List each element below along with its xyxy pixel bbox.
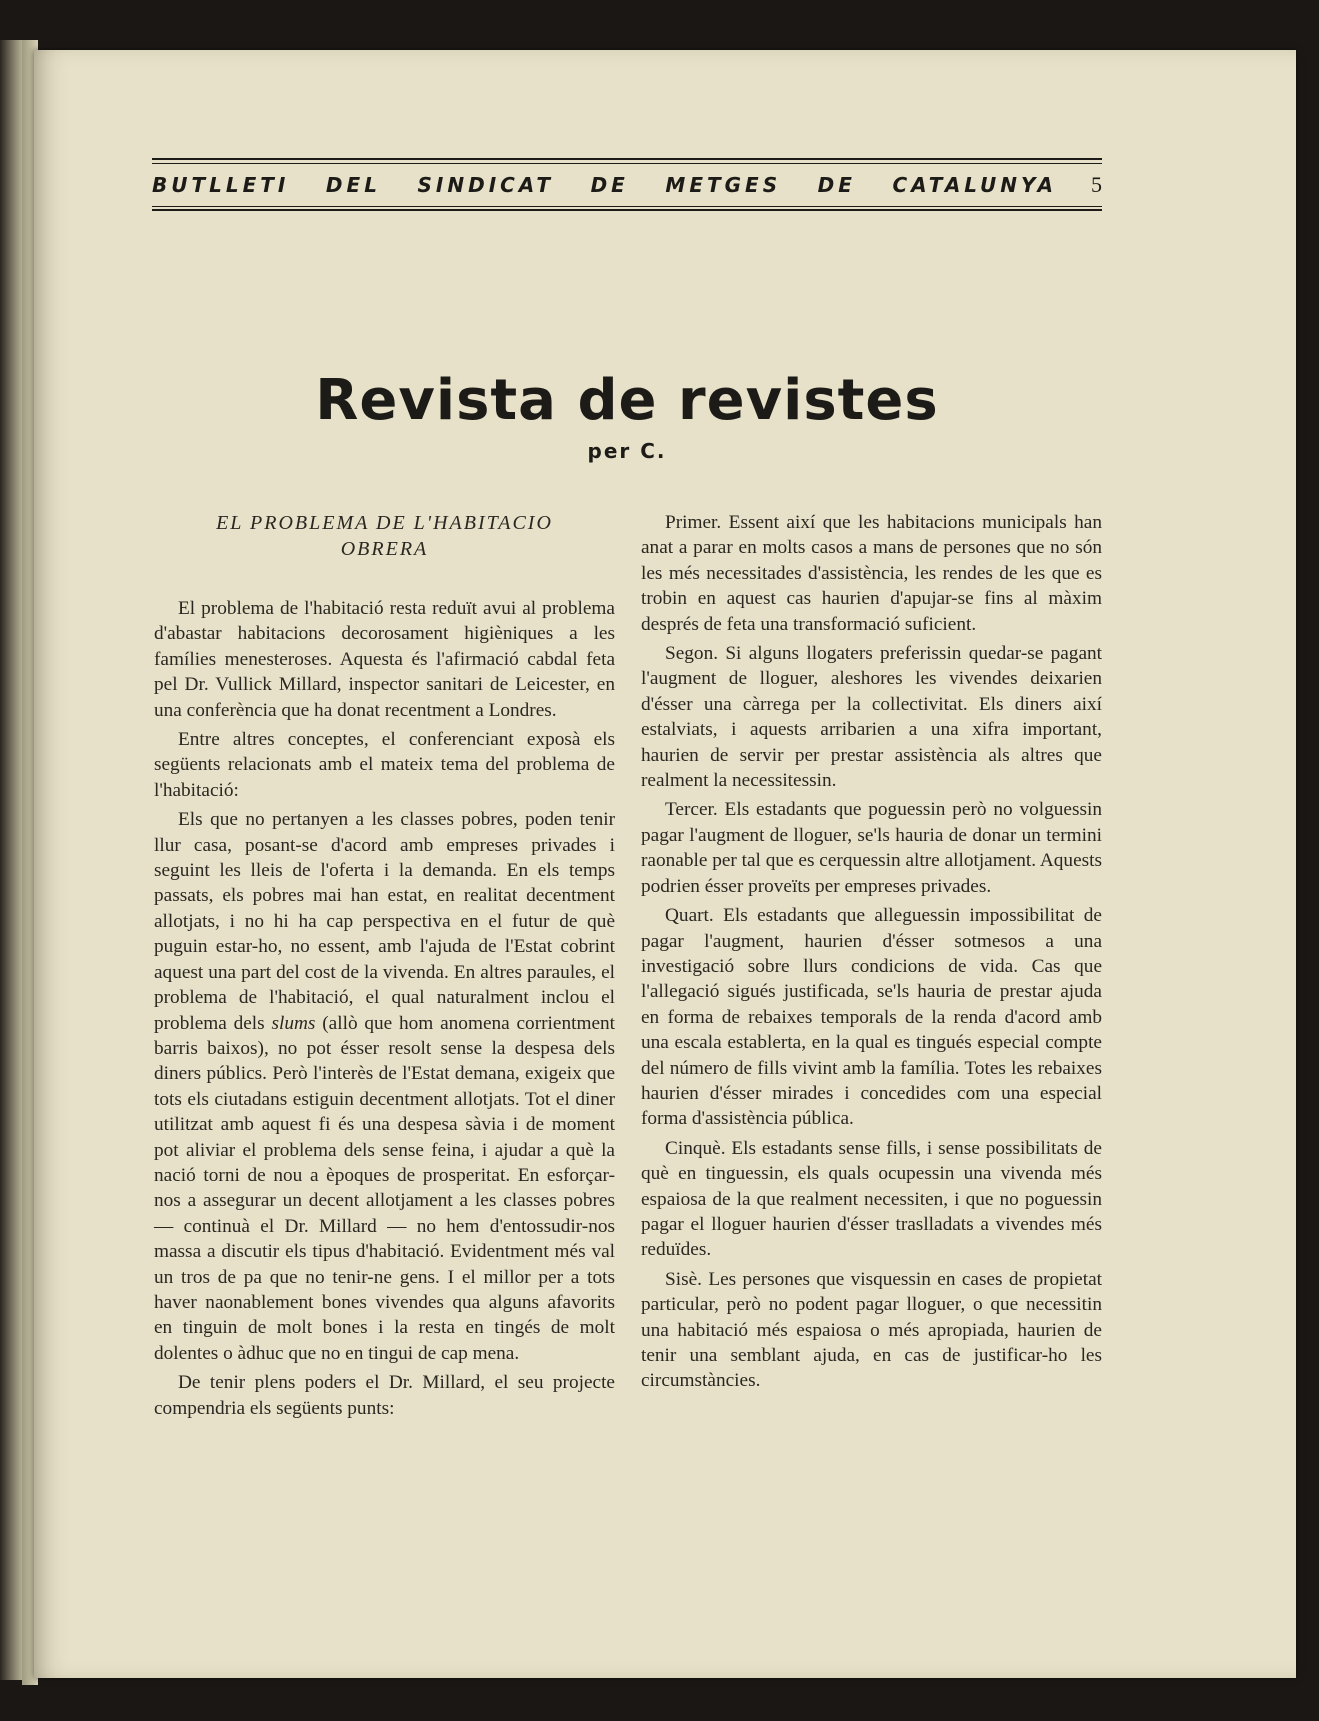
- header-rule: [152, 206, 1102, 207]
- paragraph: De tenir plens poders el Dr. Millard, el seu projecte compendria els següents punts:: [154, 1372, 615, 1419]
- right-column: [641, 510, 1102, 1398]
- paragraph: Cinquè. Els estadants sense fills, i sense possibilitats de què en tinguessin, els quals ocupessin una vivenda més espaiosa de la que realment necessiten, i que no poguessin pagar el lloguer haurien d'ésser traslladats a vivendes més reduïdes.: [641, 1137, 1102, 1261]
- italic-term: slums: [271, 1012, 316, 1034]
- paragraph: Segon. Si alguns llogaters preferissin quedar-se pagant l'augment de lloguer, aleshores les vivendes deixarien d'ésser una càrrega per la collectivitat. Els diners així estalviats, i aquests arribarien a una xifra important, haurien de servir per prestar assistència als altres que realment la necessitessin.: [641, 643, 1102, 792]
- paragraph: El problema de l'habitació resta reduït avui al problema d'abastar habitacions decorosament higièniques a les famílies menesteroses. Aquesta és l'afirmació cabdal feta pel Dr. Vullick Millard, inspector sanitari de Leicester, en una conferència que ha donat recentment a Londres.: [154, 598, 615, 721]
- journal-title: BUTLLETI DEL SINDICAT DE METGES DE CATALUNYA: [152, 173, 1057, 197]
- paragraph: Entre altres conceptes, el conferenciant exposà els següents relacionats amb el mateix tema del problema de l'habitació:: [154, 729, 615, 801]
- header-rule: [152, 158, 1102, 160]
- left-column: [154, 510, 615, 1425]
- article-byline: per C.: [587, 439, 667, 463]
- header-rule: [152, 209, 1102, 211]
- paragraph-text: Els que no pertanyen a les classes pobres, poden tenir llur casa, posant-se d'acord amb empreses privades i seguint les lleis de l'oferta i la demanda. En els temps passats, els pobres mai han estat, en realitat decentment allotjats, i no hi ha cap perspectiva en el futur de què puguin estar-ho, no essent, amb l'ajuda de l'Estat cobrint aquest una part del cost de la vivenda. En altres paraules, el problema de l'habitació, el qual naturalment inclou el problema dels: [154, 809, 615, 1034]
- paragraph: Quart. Els estadants que alleguessin impossibilitat de pagar l'augment, haurien d'ésser sotmesos a una investigació sobre llurs condicions de vida. Cas que l'allegació sigués justificada, se'ls hauria de prestar ajuda en forma de rebaixes temporals de la renda d'acord amb una escala establerta, en la qual es tingués especial compte del número de fills vivint amb la família. Totes les rebaixes haurien d'ésser mirades i concedides com una especial forma d'assistència pública.: [641, 905, 1102, 1130]
- header-rule: [152, 163, 1102, 164]
- paragraph-text: (allò que hom anomena corrientment barris baixos), no pot ésser resolt sense la despesa dels diners públics. Però l'interès de l'Estat demana, exigeix que tots els ciutadans estiguin decentment allotjats. Tot el diner utilitzat amb aquest fi és una despesa sàvia i de moment pot aliviar el problema dels sense feina, i ajudar a què la nació torni de nou a èpoques de prosperitat. En esforçar-nos a assegurar un decent allotjament a les classes pobres — continuà el Dr. Millard — no hem d'entossudir-nos massa a discutir els tipus d'habitació. Evidentment més val un tros de pa que no tenir-ne gens. I el millor per a tots haver naonablement bones vivendes qua alguns afavorits en tinguin de molt bones i la resta en tingés de molt dolentes o àdhuc que no en tingui de cap mena.: [154, 1012, 616, 1364]
- running-header: [152, 158, 1102, 212]
- paragraph: Primer. Essent així que les habitacions municipals han anat a parar en molts casos a mans de persones que no són les més necessitades d'assistència, les rendes de les que es trobin en aquest cas haurien d'apujar-se fins al màxim després de feta una transformació suficient.: [641, 512, 1102, 635]
- page-number: 5: [1091, 172, 1102, 197]
- article-title: Revista de revistes: [315, 368, 939, 433]
- paragraph: Tercer. Els estadants que poguessin però no volguessin pagar l'augment de lloguer, se'ls hauria de donar un termini raonable per tal que es cerquessin altre allotjament. Aquests podrien ésser proveïts per empreses privades.: [641, 799, 1102, 897]
- section-heading: EL PROBLEMA DE L'HABITACIO OBRERA: [216, 512, 553, 560]
- paragraph: Sisè. Les persones que visquessin en cases de propietat particular, però no podent pagar lloguer, o que necessitin una habitació més espaiosa o més apropiada, haurien de tenir una semblant ajuda, en cas de justificar-ho les circumstàncies.: [641, 1268, 1102, 1392]
- paragraph: [154, 807, 615, 1366]
